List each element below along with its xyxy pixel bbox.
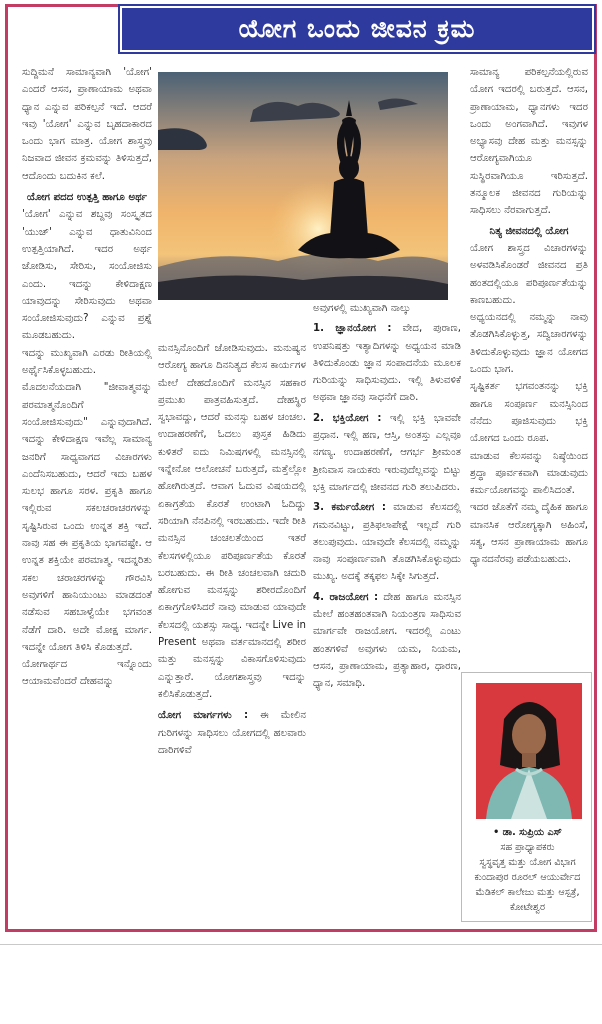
article-title-banner <box>120 6 594 52</box>
origin-paragraph: 'ಯೋಗ' ಎನ್ನುವ ಶಬ್ದವು ಸಂಸ್ಕೃತದ 'ಯುಜ್' ಎನ್ನುವ ಧಾತುವಿನಿಂದ ಉತ್ಪತ್ತಿಯಾಗಿದೆ. ಇದರ ಅರ್ಥ ಜೋಡಿಸು, ಸೇರಿಸು, ಸಂಯೋಜಿಸು ಎಂದು. ಇದನ್ನು ಕೇಳಿದಾಕ್ಷಣ ಯಾವುದನ್ನು ಸೇರಿಸುವುದು ಅಥವಾ ಸಂಯೋಜಿಸುವುದು? ಎನ್ನುವ ಪ್ರಶ್ನೆ ಮೂಡಬಹುದು. <box>22 209 152 342</box>
study-paragraph: ಅಧ್ಯಯನದಲ್ಲಿ ನಮ್ಮನ್ನು ನಾವು ತೊಡಗಿಸಿಕೊಳ್ಳುತ್ತ, ಸದ್ವಿಚಾರಗಳನ್ನು ತಿಳಿದುಕೊಳ್ಳುವುದು ಜ್ಞಾನ ಯೋಗದ ಒಂದು ಭಾಗ. <box>470 312 588 376</box>
raja-yoga-heading: 4. ರಾಜಯೋಗ : <box>313 591 379 603</box>
karma-yoga-heading: 3. ಕರ್ಮಯೋಗ : <box>313 502 386 514</box>
intro-paragraph: ಸುದ್ದಿಮನೆ ಸಾಮಾನ್ಯವಾಗಿ 'ಯೋಗ' ಎಂದರೆ ಆಸನ, ಪ್ರಾಣಾಯಾಮ ಅಥವಾ ಧ್ಯಾನ ಎನ್ನುವ ಪರಿಕಲ್ಪನೆ ಇದೆ. ಆದರೆ ಇವು 'ಯೋಗ' ಎನ್ನುವ ಬೃಹದಾಕಾರದ ಒಂದು ಭಾಗ ಮಾತ್ರ. ಯೋಗ ಶಾಸ್ತ್ರವು ನಿಜವಾದ ಜೀವನ ಕ್ರಮವನ್ನು ತಿಳಿಸುತ್ತದೆ, ಆದೊಂದು ಬದುಕಿನ ಕಲೆ. <box>22 67 152 182</box>
jnana-yoga-item <box>313 320 461 406</box>
work-paragraph: ಮಾಡುವ ಕೆಲಸವನ್ನು ನಿಷ್ಠೆಯಿಂದ ಶ್ರದ್ಧಾ ಪೂರ್ವಕವಾಗಿ ಮಾಡುವುದು ಕರ್ಮಯೋಗವನ್ನು ಪಾಲಿಸಿದಂತೆ. <box>470 450 588 497</box>
daily-life-paragraph: ಯೋಗ ಶಾಸ್ತ್ರದ ವಿಚಾರಗಳನ್ನು ಅಳವಡಿಸಿಕೊಂಡರೆ ಜೀವನದ ಪ್ರತಿ ಹಂತದಲ್ಲಿಯೂ ಪರಿಪೂರ್ಣತೆಯನ್ನು ಕಾಣಬಹುದು. <box>470 242 588 306</box>
author-name: • ಡಾ. ಸುಪ್ರಿಯ ಎಸ್ <box>493 827 562 838</box>
author-designation: ಸಹ ಪ್ರಾಧ್ಯಾಪಕರು <box>500 842 555 853</box>
raja-yoga-text: ದೇಹ ಹಾಗೂ ಮನಸ್ಸಿನ ಮೇಲೆ ಹಂತಹಂತವಾಗಿ ನಿಯಂತ್ರಣ ಸಾಧಿಸುವ ಮಾರ್ಗವೇ ರಾಜಯೋಗ. ಇದರಲ್ಲಿ ಎಂಟು ಹಂತಗಳಿವೆ ಅವುಗಳು ಯಮ, ನಿಯಮ, ಆಸನ, ಪ್ರಾಣಾಯಾಮ, ಪ್ರತ್ಯಾಹಾರ, ಧಾರಣ, ಧ್ಯಾನ, ಸಮಾಧಿ. <box>313 591 461 690</box>
section-heading-origin: ಯೋಗ ಪದದ ಉತ್ಪತ್ತಿ ಹಾಗೂ ಅರ್ಥ <box>26 192 148 204</box>
yoga-photo <box>158 72 448 300</box>
asana-paragraph: ಸಾಮಾನ್ಯ ಪರಿಕಲ್ಪನೆಯಲ್ಲಿರುವ ಯೋಗ ಇದರಲ್ಲಿ ಬರುತ್ತದೆ. ಆಸನ, ಪ್ರಾಣಾಯಾಮ, ಧ್ಯಾನಗಳು ಇದರ ಒಂದು ಅಂಗವಾಗಿದೆ. ಇವುಗಳ ಅಭ್ಯಾಸವು ದೇಹ ಮತ್ತು ಮನಸ್ಸನ್ನು ಆರೋಗ್ಯವಾಗಿಯೂ ಸುಸ್ಥಿರವಾಗಿಯೂ ಇರಿಸುತ್ತದೆ. ತನ್ಮೂಲಕ ಜೀವನದ ಗುರಿಯನ್ನು ಸಾಧಿಸಲು ನೆರವಾಗುತ್ತದೆ. <box>470 67 588 217</box>
meaning-paragraph: ಇದನ್ನು ಮುಖ್ಯವಾಗಿ ಎರಡು ರೀತಿಯಲ್ಲಿ ಅರ್ಥೈಸಿಕೊಳ್ಳಬಹುದು. ಮೊದಲನೆಯದಾಗಿ "ಜೀವಾತ್ಮವನ್ನು ಪರಮಾತ್ಮನೊಂದಿಗೆ ಸಂಯೋಜಿಸುವುದು" ಎನ್ನುವುದಾಗಿದೆ. ಇದನ್ನು ಕೇಳಿದಾಕ್ಷಣ ಇವೆಲ್ಲ ಸಾಮಾನ್ಯ ಜನರಿಗೆ ಸಾಧ್ಯವಾಗದ ವಿಚಾರಗಳು ಎಂದೆನಿಸಬಹುದು, ಆದರೆ ಇದು ಬಹಳ ಸುಲಭ ಹಾಗೂ ಸರಳ. ಪ್ರಕೃತಿ ಹಾಗೂ ಇಲ್ಲಿರುವ ಸಕಲಚರಾಚರಗಳನ್ನು ಸೃಷ್ಟಿಸಿರುವ ಒಂದು ಉನ್ನತ ಶಕ್ತಿ ಇದೆ. ನಾವು ಸಹ ಈ ಪ್ರಕೃತಿಯ ಭಾಗವಷ್ಟೇ. ಆ ಉನ್ನತ ಶಕ್ತಿಯೇ ಪರಮಾತ್ಮ. ಇದನ್ನರಿತು ಸಕಲ ಚರಾಚರಗಳನ್ನು ಗೌರವಿಸಿ ಅವುಗಳಿಗೆ ಹಾನಿಯುಂಟು ಮಾಡದಂತೆ ನಡೆಸುವ ಸಹಬಾಳ್ವೆಯೇ ಭಗವಂತ ನೆಡೆಗೆ ದಾರಿ. ಅದೇ ಮೋಕ್ಷ ಮಾರ್ಗ. ಇದನ್ನೇ ಯೋಗ ತಿಳಿಸಿ ಕೊಡುತ್ತದೆ. <box>22 347 152 653</box>
page-divider <box>0 944 602 945</box>
column-1 <box>22 64 152 691</box>
bhakti-yoga-item <box>313 410 461 496</box>
health-paragraph: ಇದರ ಜೊತೆಗೆ ನಮ್ಮ ದೈಹಿಕ ಹಾಗೂ ಮಾನಸಿಕ ಆರೋಗ್ಯಕ್ಕಾಗಿ ಅಹಿಂಸೆ, ಸತ್ಯ, ಆಸನ ಪ್ರಾಣಾಯಾಮ ಹಾಗೂ ಧ್ಯಾನದನೆರವು ಪಡೆಯಬಹುದು. <box>470 502 588 566</box>
section-heading-paths: ಯೋಗ ಮಾರ್ಗಗಳು : <box>158 710 249 722</box>
column-4 <box>470 64 588 569</box>
paths-intro <box>158 707 306 759</box>
bhakti-yoga-text: ಇಲ್ಲಿ ಭಕ್ತಿ ಭಾವವೇ ಪ್ರಧಾನ. ಇಲ್ಲಿ ಹಣ, ಆಸ್ತಿ, ಅಂತಸ್ತು ಎಲ್ಲವೂ ನಗಣ್ಯ. ಉದಾಹರಣೆಗೆ, ಆಗರ್ಭ ಶ್ರೀಮಂತ ಶ್ರೀನಿವಾಸ ನಾಯಕರು ಇರುವುದೆಲ್ಲವನ್ನು ಬಿಟ್ಟು ಭಕ್ತಿ ಮಾರ್ಗದಲ್ಲಿ ಜೀವನದ ಗುರಿ ತಲುಪಿದರು. <box>313 412 461 493</box>
bhakti-yoga-heading: 2. ಭಕ್ತಿಯೋಗ : <box>313 412 382 424</box>
column-3 <box>313 300 461 693</box>
jnana-yoga-heading: 1. ಜ್ಞಾನಯೋಗ : <box>313 323 392 335</box>
author-photo <box>476 683 582 819</box>
second-dimension-paragraph: ಯೋಗಾರ್ಥದ ಇನ್ನೊಂದು ಆಯಾಮವೆಂದರೆ ದೇಹವನ್ನು <box>22 659 152 688</box>
jnana-yoga-text: ವೇದ, ಪುರಾಣ, ಉಪನಿಷತ್ತು ಇತ್ಯಾದಿಗಳನ್ನು ಅಧ್ಯಯನ ಮಾಡಿ ತಿಳಿದುಕೊಂಡು ಜ್ಞಾನ ಸಂಪಾದನೆಯ ಮೂಲಕ ಗುರಿಯನ್ನು ಸಾಧಿಸುವುದು. ಇಲ್ಲಿ ತಿಳುವಳಿಕೆ ಅಥವಾ ಜ್ಞಾನವು ಸಾಧನೆಗೆ ದಾರಿ. <box>313 323 461 404</box>
author-caption <box>466 825 589 915</box>
devotion-paragraph: ಸೃಷ್ಟಿಕರ್ತ ಭಗವಂತನನ್ನು ಭಕ್ತಿ ಹಾಗೂ ಸಂಪೂರ್ಣ ಮನಸ್ಸಿನಿಂದ ನೆನೆದು ಪೂಜಿಸುವುದು ಭಕ್ತಿ ಯೋಗದ ಒಂದು ರೂಪ. <box>470 381 588 445</box>
section-heading-daily-life: ನಿತ್ಯ ಜೀವನದಲ್ಲಿ ಯೋಗ <box>489 225 569 237</box>
column-2 <box>158 340 306 759</box>
paths-count-text: ಅವುಗಳಲ್ಲಿ ಮುಖ್ಯವಾಗಿ ನಾಲ್ಕು <box>313 303 411 314</box>
karma-yoga-text: ಮಾಡುವ ಕೆಲಸದಲ್ಲಿ ಗಮನವಿಟ್ಟು, ಪ್ರತಿಫಲಾಪೇಕ್ಷೆ ಇಲ್ಲದೆ ಗುರಿ ತಲುಪುವುದು. ಯಾವುದೇ ಕೆಲಸದಲ್ಲಿ ನಮ್ಮನ್ನು ನಾವು ಸಂಪೂರ್ಣವಾಗಿ ತೊಡಗಿಸಿಕೊಳ್ಳುವುದು ಮುಖ್ಯ. ಅದಕ್ಕೆ ತಕ್ಕಫಲ ಸಿಕ್ಕೇ ಸಿಗುತ್ತದೆ. <box>313 502 461 583</box>
karma-yoga-item <box>313 499 461 585</box>
author-affiliation: ಸ್ವಸ್ಥವೃತ್ತ ಮತ್ತು ಯೋಗ ವಿಭಾಗ ಕುಂದಾಪುರ ರೂರಲ್ ಆಯುರ್ವೇದ ಮೆಡಿಕಲ್ ಕಾಲೇಜು ಮತ್ತು ಆಸ್ಪತ್ರೆ, ಕೋಟೇಶ್ವರ <box>474 857 581 913</box>
author-portrait-image <box>476 683 582 819</box>
paths-intro-text: ಈ ಮೇಲಿನ ಗುರಿಗಳನ್ನು ಸಾಧಿಸಲು ಯೋಗದಲ್ಲಿ ಹಲವಾರು ದಾರಿಗಳಿವೆ <box>158 710 306 756</box>
author-box <box>461 672 592 922</box>
raja-yoga-item <box>313 589 461 693</box>
mind-body-paragraph: ಮನಸ್ಸಿನೊಂದಿಗೆ ಜೋಡಿಸುವುದು. ಮನುಷ್ಯನ ಆರೋಗ್ಯ ಹಾಗೂ ದಿನನಿತ್ಯದ ಕೆಲಸ ಕಾರ್ಯಗಳ ಮೇಲೆ ದೇಹದೊಂದಿಗೆ ಮನಸ್ಸಿನ ಸಹಕಾರ ಪ್ರಮುಖ ಪಾತ್ರವಹಿಸುತ್ತದೆ. ದೇಹಸ್ಥಿರ ಸ್ವಭಾವದ್ದು, ಆದರೆ ಮನಸ್ಸು ಬಹಳ ಚಂಚಲ. ಉದಾಹರಣೆಗೆ, ಓದಲು ಪುಸ್ತಕ ಹಿಡಿದು ಕುಳಿತರೆ ಐದು ನಿಮಿಷಗಳಲ್ಲಿ ಮನಸ್ಸಿನಲ್ಲಿ ಇನ್ನೇನೋ ಆಲೋಚನೆ ಬರುತ್ತದೆ, ಮತ್ತೆಲ್ಲೋ ಹೋಗಿರುತ್ತದೆ. ಆವಾಗ ಓದುವ ವಿಷಯದಲ್ಲಿ ಏಕಾಗ್ರತೆಯ ಕೊರತೆ ಉಂಟಾಗಿ ಓದಿದ್ದು ಸರಿಯಾಗಿ ನೆನಪಿನಲ್ಲಿ ಇರಬಹುದು. ಇದೇ ರೀತಿ ಮನಸ್ಸಿನ ಚಂಚಲತೆಯಿಂದ ಇತರೆ ಕೆಲಸಗಳಲ್ಲಿಯೂ ಪರಿಪೂರ್ಣತೆಯ ಕೊರತೆ ಬರಬಹುದು. ಈ ರೀತಿ ಚಂಚಲವಾಗಿ ಚದುರಿ ಹೋಗುವ ಮನಸ್ಸನ್ನು ಶರೀರದೊಂದಿಗೆ ಏಕಾಗ್ರಗೊಳಿಸಿದರೆ ನಾವು ಮಾಡುವ ಯಾವುದೇ ಕೆಲಸದಲ್ಲಿ ಯಶಸ್ಸು ಸಾಧ್ಯ. ಇದನ್ನೇ Live in Present ಅಥವಾ ವರ್ತಮಾನದಲ್ಲಿ ಶರೀರ ಮತ್ತು ಮನಸ್ಸನ್ನು ವಿಕಾಸಗೊಳಿಸುವುದು ಎನ್ನುತ್ತಾರೆ. ಯೋಗಶಾಸ್ತ್ರವು ಇದನ್ನು ಕಲಿಸಿಕೊಡುತ್ತದೆ. <box>158 343 306 700</box>
article-title: ಯೋಗ ಒಂದು ಜೀವನ ಕ್ರಮ <box>238 14 476 43</box>
yoga-silhouette-image <box>158 72 448 300</box>
